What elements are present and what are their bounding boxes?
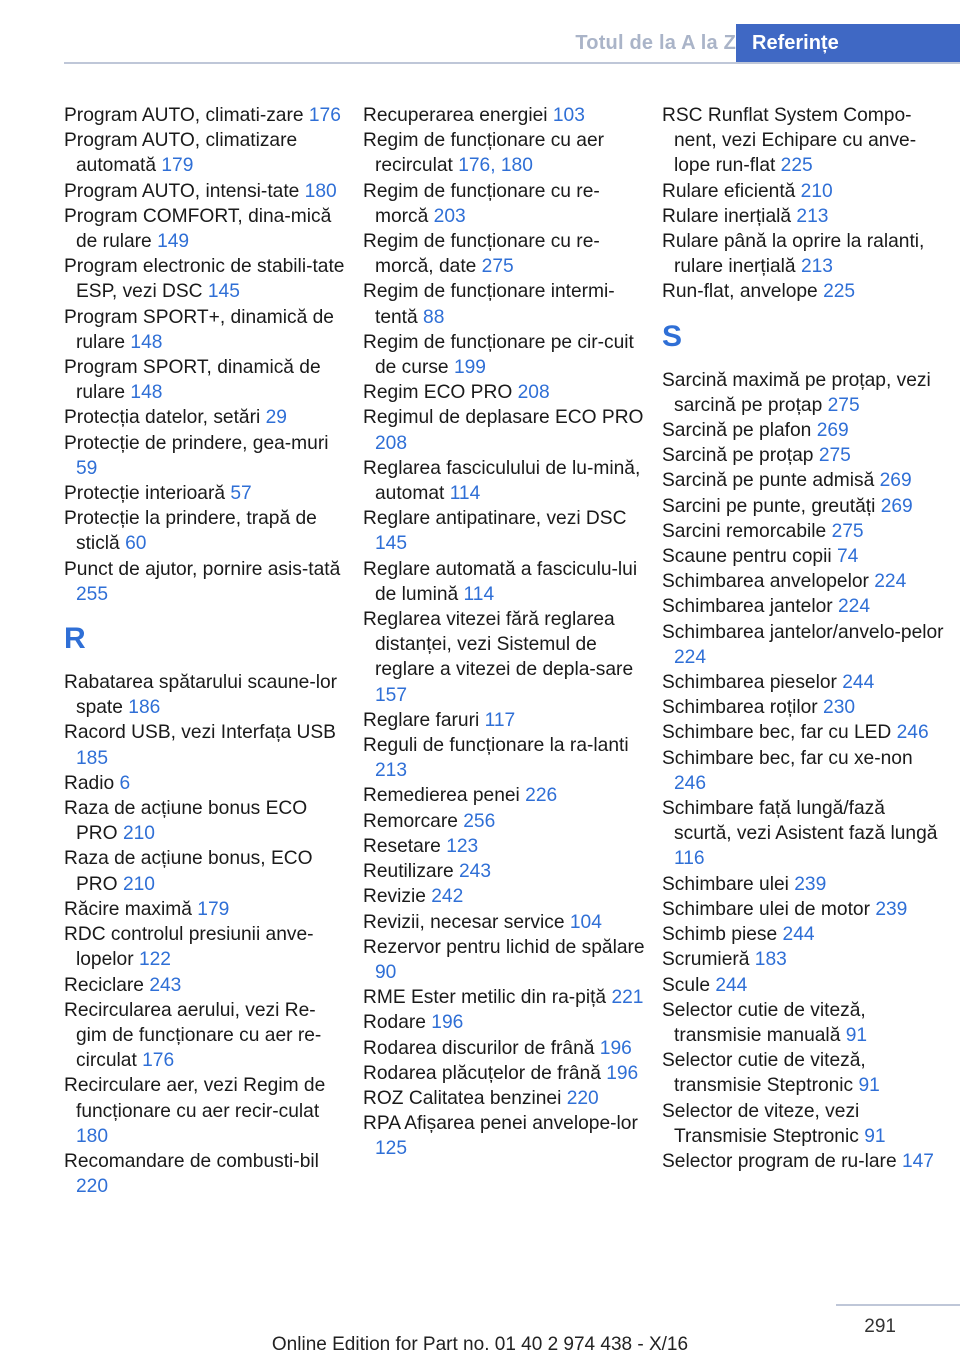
index-term: Resetare (363, 835, 441, 857)
page-link[interactable]: 269 (880, 495, 913, 517)
index-entry (662, 897, 944, 922)
page-link[interactable]: 157 (375, 684, 408, 706)
page-link[interactable]: 244 (782, 924, 815, 946)
page-link[interactable]: 269 (816, 420, 849, 442)
index-entry (64, 973, 346, 998)
index-term: Reciclare (64, 974, 144, 996)
index-term: Schimbare ulei de motor (662, 898, 870, 920)
page-link[interactable]: 186 (128, 697, 161, 719)
index-entry (363, 179, 645, 229)
index-entry (363, 1010, 645, 1035)
page-link[interactable]: 176 (308, 105, 341, 126)
index-entry (64, 846, 346, 896)
index-term: Reglare antipatinare, vezi DSC (363, 508, 627, 530)
page-link[interactable]: 59 (76, 457, 98, 479)
index-entry (662, 620, 944, 670)
page-link[interactable]: 220 (76, 1176, 109, 1198)
index-entry (662, 670, 944, 695)
index-entry (363, 783, 645, 808)
index-entry (363, 607, 645, 708)
index-entry (363, 708, 645, 733)
index-entry (64, 1073, 346, 1149)
index-entry (363, 733, 645, 783)
index-entry (64, 431, 346, 481)
index-term: Recirculare aer, vezi Regim de funcționare cu aer recir-culat (64, 1075, 326, 1122)
index-entry (363, 506, 645, 556)
page-link[interactable]: 213 (796, 205, 829, 227)
index-term: RDC controlul presiunii anve-lopelor (64, 924, 314, 971)
index-entry (662, 796, 944, 872)
index-term: Schimbare bec, far cu LED (662, 722, 892, 744)
index-term: Schimbare ulei (662, 873, 789, 895)
index-entry (662, 1099, 944, 1149)
index-term: Sarcină pe proțap (662, 445, 814, 467)
page-link[interactable]: 246 (674, 772, 707, 794)
page-link[interactable]: 210 (800, 180, 833, 202)
index-term: Program AUTO, climatizare automată (64, 130, 298, 177)
index-column-3 (662, 103, 944, 1174)
page-link[interactable]: 179 (161, 155, 194, 177)
index-entry (64, 179, 346, 204)
index-entry (662, 204, 944, 229)
index-entry (662, 494, 944, 519)
index-term: Protecție la prindere, trapă de sticlă (64, 508, 317, 555)
index-term: Radio (64, 772, 115, 794)
index-term: Sarcină pe plafon (662, 420, 812, 442)
page-link[interactable]: 57 (230, 483, 252, 505)
index-entry (662, 1149, 944, 1174)
page-link[interactable]: 243 (149, 974, 182, 996)
page-link[interactable]: 275 (818, 445, 851, 467)
index-entry (363, 128, 645, 178)
index-entry (64, 670, 346, 720)
index-term: Program COMFORT, dina-mică de rulare (64, 205, 332, 253)
page-link[interactable]: 180 (304, 180, 337, 202)
index-term: Racord USB, vezi Interfața USB (64, 722, 336, 744)
index-entry (662, 998, 944, 1048)
index-entry (64, 103, 346, 128)
page-link[interactable]: 226 (525, 785, 558, 807)
index-term: Selector program de ru-lare (662, 1150, 897, 1172)
index-entry (363, 985, 645, 1010)
index-term: Schimbarea pieselor (662, 672, 837, 694)
index-entry (64, 305, 346, 355)
page-link[interactable]: 213 (375, 760, 408, 782)
index-entry (662, 594, 944, 619)
index-entry (363, 1086, 645, 1111)
page-link[interactable]: 239 (794, 873, 827, 895)
index-term: Punct de ajutor, pornire asis-tată (64, 558, 341, 580)
index-entry (662, 179, 944, 204)
index-term: Revizii, necesar service (363, 911, 565, 933)
page-link[interactable]: 275 (481, 256, 514, 278)
footer-divider (836, 1304, 960, 1306)
page-link[interactable]: 196 (431, 1012, 464, 1034)
index-entry (363, 103, 645, 128)
page-link[interactable]: 225 (780, 155, 813, 177)
index-entry (662, 695, 944, 720)
index-term: Schimbarea roților (662, 697, 818, 719)
index-term: Schimbarea anvelopelor (662, 571, 869, 593)
index-term: Protecție interioară (64, 483, 226, 505)
page-link[interactable]: 196 (606, 1062, 639, 1084)
index-entry (662, 229, 944, 279)
index-term: Protecția datelor, setări (64, 407, 261, 429)
index-term: Schimbare bec, far cu xe-non (662, 747, 913, 769)
page-link[interactable]: 224 (838, 596, 871, 618)
page-link[interactable]: 208 (517, 382, 550, 404)
page-link[interactable]: 29 (265, 407, 287, 429)
page-link[interactable]: 244 (715, 974, 748, 996)
index-term: Rodare (363, 1012, 426, 1034)
page-link[interactable]: 147 (901, 1150, 934, 1172)
index-entry (662, 279, 944, 304)
index-entry (662, 973, 944, 998)
index-column-1 (64, 103, 346, 1199)
index-letter-heading: R (64, 622, 86, 656)
index-term: Reglarea fasciculului de lu-mină, automat (363, 457, 641, 505)
index-entry (64, 1149, 346, 1199)
index-term: Reglarea vitezei fără reglarea distanței, vezi Sistemul de reglare a vitezei de depla-sare (363, 609, 634, 681)
index-entry (64, 204, 346, 254)
index-term: Rabatarea spătarului scaune-lor spate (64, 672, 338, 719)
index-entry (64, 720, 346, 770)
index-term: Scule (662, 974, 710, 996)
index-entry (363, 859, 645, 884)
index-entry (363, 809, 645, 834)
index-entry (64, 897, 346, 922)
index-entry (64, 254, 346, 304)
index-term: Rulare inerțială (662, 205, 792, 227)
page-link[interactable]: 210 (122, 823, 155, 845)
index-term: Recircularea aerului, vezi Re-gim de funcționare cu aer re-circulat (64, 999, 322, 1072)
index-entry (363, 229, 645, 279)
index-entry (662, 103, 944, 179)
index-term: Schimbarea jantelor/anvelo-pelor (662, 621, 944, 643)
index-entry (363, 456, 645, 506)
index-entry (64, 355, 346, 405)
index-term: Selector cutie de viteză, transmisie Steptronic (662, 1050, 866, 1097)
index-entry (363, 405, 645, 455)
page-link[interactable]: 145 (375, 533, 408, 555)
index-term: ROZ Calitatea benzinei (363, 1087, 562, 1109)
index-term: Regim de funcționare intermi-tentă (363, 281, 615, 328)
index-entry (363, 330, 645, 380)
index-term: Revizie (363, 886, 426, 908)
index-term: Reutilizare (363, 861, 454, 883)
index-term: Sarcini pe punte, greutăți (662, 495, 876, 517)
index-entry (662, 468, 944, 493)
page-link[interactable]: 123 (446, 835, 479, 857)
page-link[interactable]: 125 (375, 1138, 408, 1160)
page-link[interactable]: 116 (674, 848, 705, 870)
index-term: Regim de funcționare cu aer recirculat (363, 130, 605, 177)
index-term: Schimbare față lungă/fază scurtă, vezi Asistent fază lungă (662, 798, 938, 845)
page-link[interactable]: 239 (875, 898, 908, 920)
index-entry (64, 405, 346, 430)
page-link[interactable]: 60 (125, 533, 147, 555)
index-entry (363, 834, 645, 859)
index-entry (662, 544, 944, 569)
index-term: RME Ester metilic din ra-piță (363, 987, 607, 1009)
index-term: Program AUTO, intensi-tate (64, 180, 300, 202)
index-entry (363, 935, 645, 985)
index-term: Regim de funcționare cu re-morcă, date (363, 231, 600, 278)
page-link[interactable]: 225 (823, 281, 856, 303)
page-link[interactable]: 114 (463, 583, 495, 605)
index-term: Selector de viteze, vezi Transmisie Steptronic (662, 1100, 860, 1147)
page-link[interactable]: 6 (119, 772, 131, 794)
index-term: Regim de funcționare cu re-morcă (363, 180, 600, 227)
index-entry (662, 368, 944, 418)
edition-footer: Online Edition for Part no. 01 40 2 974 438 - X/16 (271, 1334, 689, 1355)
page-link[interactable]: 275 (831, 520, 864, 542)
page-link[interactable]: 180 (76, 1125, 109, 1147)
index-term: Program SPORT+, dinamică de rulare (64, 306, 334, 353)
page-link[interactable]: 122 (138, 949, 171, 971)
page-link[interactable]: 91 (864, 1125, 886, 1147)
index-entry (662, 418, 944, 443)
index-term: Rezervor pentru lichid de spălare (363, 936, 645, 958)
page-link[interactable]: 149 (157, 231, 190, 253)
section-title[interactable]: Totul de la A la Z (575, 32, 736, 54)
index-term: Schimbarea jantelor (662, 596, 833, 618)
index-entry (64, 796, 346, 846)
page-link[interactable]: 255 (76, 583, 109, 605)
page-link[interactable]: 148 (130, 331, 163, 353)
page-link[interactable]: 221 (611, 987, 644, 1009)
index-entry (64, 481, 346, 506)
index-term: Program SPORT, dinamică de rulare (64, 357, 321, 404)
index-entry (64, 922, 346, 972)
page-link[interactable]: 220 (566, 1087, 599, 1109)
index-term: Scaune pentru copii (662, 546, 832, 568)
page-link[interactable]: 104 (569, 911, 602, 933)
index-term: Program AUTO, climati-zare (64, 105, 304, 126)
index-entry (64, 771, 346, 796)
index-term: Rodarea plăcuțelor de frână (363, 1062, 601, 1084)
page-link[interactable]: 213 (800, 256, 833, 278)
index-term: Reglare automată a fasciculu-lui de lumină (363, 558, 638, 605)
index-term: Rulare eficientă (662, 180, 796, 202)
page-link[interactable]: 275 (827, 394, 860, 416)
page-link[interactable]: 145 (207, 281, 240, 303)
index-entry (363, 884, 645, 909)
index-entry (662, 922, 944, 947)
index-term: Regimul de deplasare ECO PRO (363, 407, 644, 429)
page-link[interactable]: 176, 180 (458, 155, 533, 177)
index-term: Remorcare (363, 810, 458, 832)
index-term: Run-flat, anvelope (662, 281, 818, 303)
page-link[interactable]: 208 (375, 432, 408, 454)
index-term: Răcire maximă (64, 898, 192, 920)
index-entry (662, 443, 944, 468)
index-term: Rodarea discurilor de frână (363, 1037, 595, 1059)
index-term: Sarcină maximă pe proțap, vezi sarcină pe proțap (662, 369, 931, 416)
page-link[interactable]: 117 (484, 709, 516, 731)
index-entry (662, 519, 944, 544)
index-term: Schimb piese (662, 924, 778, 946)
index-entry (363, 380, 645, 405)
index-entry (662, 746, 944, 796)
page-link[interactable]: 74 (836, 546, 859, 568)
index-term: Raza de acțiune bonus ECO PRO (64, 798, 308, 845)
page-link[interactable]: 91 (845, 1024, 868, 1046)
index-term: Regim de funcționare pe cir-cuit de curse (363, 331, 634, 379)
page-number: 291 (864, 1316, 896, 1337)
page-link[interactable]: 179 (197, 898, 230, 920)
index-term: Scrumieră (662, 949, 750, 971)
index-entry (662, 720, 944, 745)
index-entry (662, 947, 944, 972)
index-term: Sarcină pe punte admisă (662, 470, 875, 492)
index-letter-heading: S (662, 319, 683, 353)
index-entry (662, 1048, 944, 1098)
index-entry (64, 998, 346, 1074)
index-term: Program electronic de stabili-tate ESP, vezi DSC (64, 256, 345, 303)
chapter-tab[interactable]: Referințe (736, 24, 960, 62)
page-link[interactable]: 269 (879, 470, 912, 492)
page-link[interactable]: 196 (599, 1037, 632, 1059)
index-entry (363, 1061, 645, 1086)
index-term: Raza de acțiune bonus, ECO PRO (64, 848, 313, 895)
index-term: Sarcini remorcabile (662, 520, 827, 542)
index-term: Protecție de prindere, gea-muri (64, 432, 329, 454)
page-link[interactable]: 91 (858, 1075, 880, 1097)
index-entry (363, 557, 645, 607)
page-link[interactable]: 244 (842, 672, 875, 694)
page-link[interactable]: 183 (754, 949, 787, 971)
index-entry (363, 1111, 645, 1161)
page-link[interactable]: 246 (896, 722, 929, 744)
index-term: Regim ECO PRO (363, 382, 513, 404)
index-term: RPA Afișarea penei anvelope-lor (363, 1113, 638, 1135)
index-entry (662, 872, 944, 897)
page-link[interactable]: 210 (122, 873, 155, 895)
page-link[interactable]: 230 (823, 697, 856, 719)
index-term: Recuperarea energiei (363, 105, 548, 126)
index-column-2 (363, 103, 645, 1162)
page-link[interactable]: 243 (459, 861, 492, 883)
index-entry (64, 128, 346, 178)
index-entry (64, 506, 346, 556)
index-term: Remedierea penei (363, 785, 520, 807)
page-link[interactable]: 256 (463, 810, 496, 832)
index-entry (64, 557, 346, 607)
index-term: Recomandare de combusti-bil (64, 1150, 319, 1172)
index-term: Selector cutie de viteză, transmisie manuală (662, 999, 866, 1046)
page-link[interactable]: 114 (449, 483, 481, 505)
page-link[interactable]: 88 (423, 306, 445, 328)
index-term: Reguli de funcționare la ra-lanti (363, 735, 629, 757)
page-link[interactable]: 103 (552, 105, 585, 126)
page-link[interactable]: 148 (130, 382, 163, 404)
index-entry (363, 279, 645, 329)
index-entry (363, 1036, 645, 1061)
page-link[interactable]: 199 (453, 357, 486, 379)
index-entry (662, 569, 944, 594)
index-entry (363, 910, 645, 935)
page-header (64, 24, 960, 64)
page-link[interactable]: 185 (76, 747, 109, 769)
page-link[interactable]: 176 (142, 1050, 175, 1072)
page-link[interactable]: 90 (375, 961, 397, 983)
index-term: RSC Runflat System Compo-nent, vezi Echipare cu anve-lope run-flat (662, 105, 917, 177)
index-term: Rulare până la oprire la ralanti, rulare inerțială (662, 231, 925, 278)
page-link[interactable]: 224 (674, 646, 707, 668)
page-link[interactable]: 224 (874, 571, 907, 593)
index-term: Reglare faruri (363, 709, 480, 731)
page-link[interactable]: 242 (431, 886, 464, 908)
page-link[interactable]: 203 (433, 205, 466, 227)
